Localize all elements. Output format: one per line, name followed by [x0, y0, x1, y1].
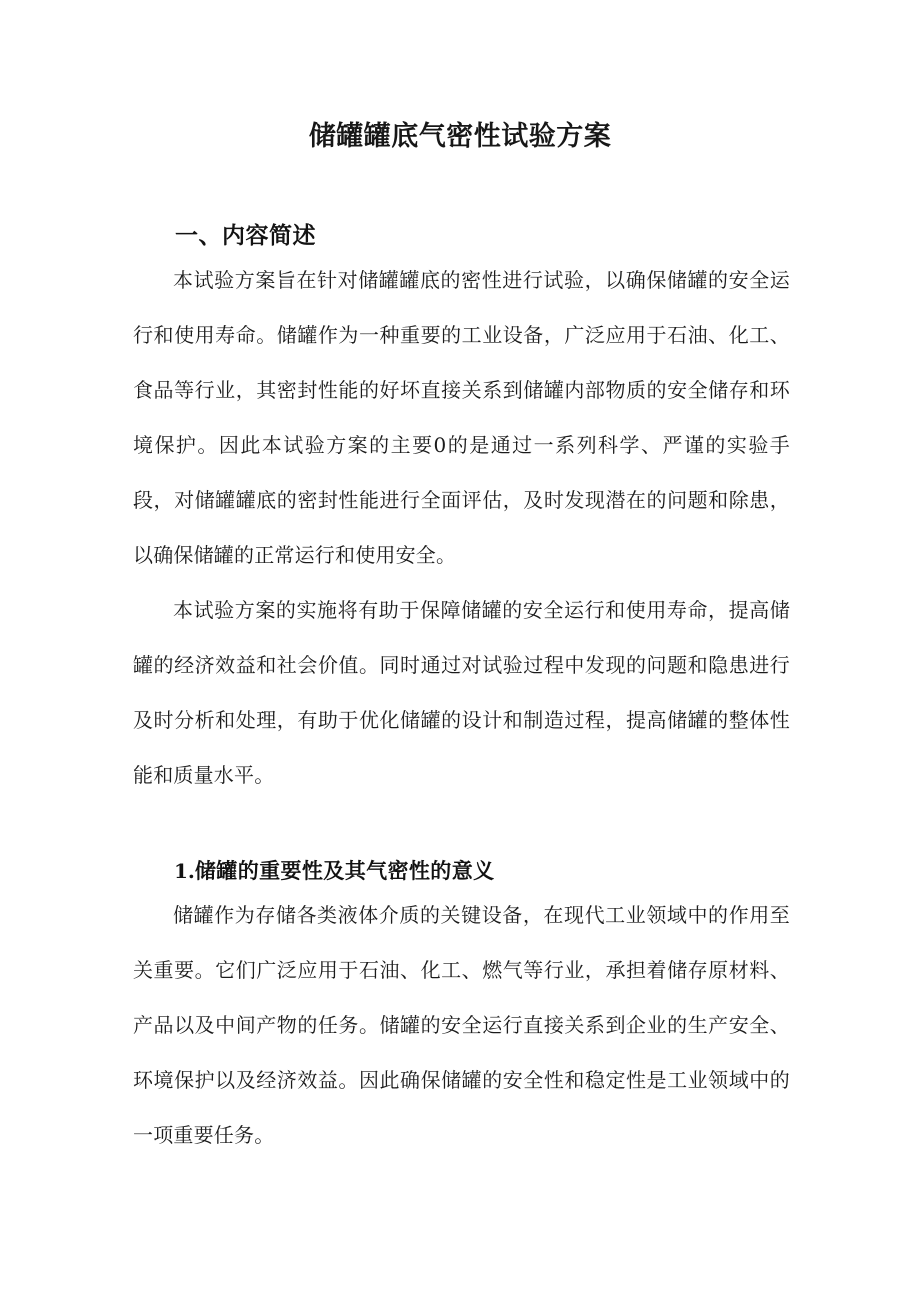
sub-heading-label: 储罐的重要性及其气密性的意义: [194, 859, 495, 883]
section-heading-content-overview: 一、内容简述: [175, 223, 316, 250]
page-title: 储罐罐底气密性试验方案: [308, 121, 612, 153]
sub-heading-number: 1: [174, 859, 188, 883]
paragraph-text: 储罐作为存储各类液体介质的关键设备，在现代工业领域中的作用至关重要。它们广泛应用于石油、化工、燃气等行业，承担着储存原材料、产品以及中间产物的任务。储罐的安全运行直接关系到企业的生产安全、环境保护以及经济效益。因此确保储罐的安全性和稳定性是工业领域中的一项重要任务。: [133, 903, 790, 1147]
paragraph-tank-importance-body: [133, 888, 790, 1163]
sub-heading-separator: .: [187, 859, 195, 883]
paragraph-text: 本试验方案的实施将有助于保障储罐的安全运行和使用寿命，提高储罐的经济效益和社会价值。同时通过对试验过程中发现的问题和隐患进行及时分析和处理，有助于优化储罐的设计和制造过程，提高储罐的整体性能和质量水平。: [133, 598, 790, 787]
paragraph-text: 本试验方案旨在针对储罐罐底的密性进行试验，以确保储罐的安全运行和使用寿命。储罐作为一种重要的工业设备，广泛应用于石油、化工、食品等行业，其密封性能的好坏直接关系到储罐内部物质的安全储存和环境保护。因此本试验方案的主要0的是通过一系列科学、严谨的实验手段，对储罐罐底的密封性能进行全面评估，及时发现潜在的问题和除患，以确保储罐的正常运行和使用安全。: [133, 268, 790, 567]
sub-heading-tank-importance: [174, 854, 495, 888]
paragraph-intro-2: [133, 583, 790, 803]
paragraph-intro-1: [133, 253, 790, 583]
